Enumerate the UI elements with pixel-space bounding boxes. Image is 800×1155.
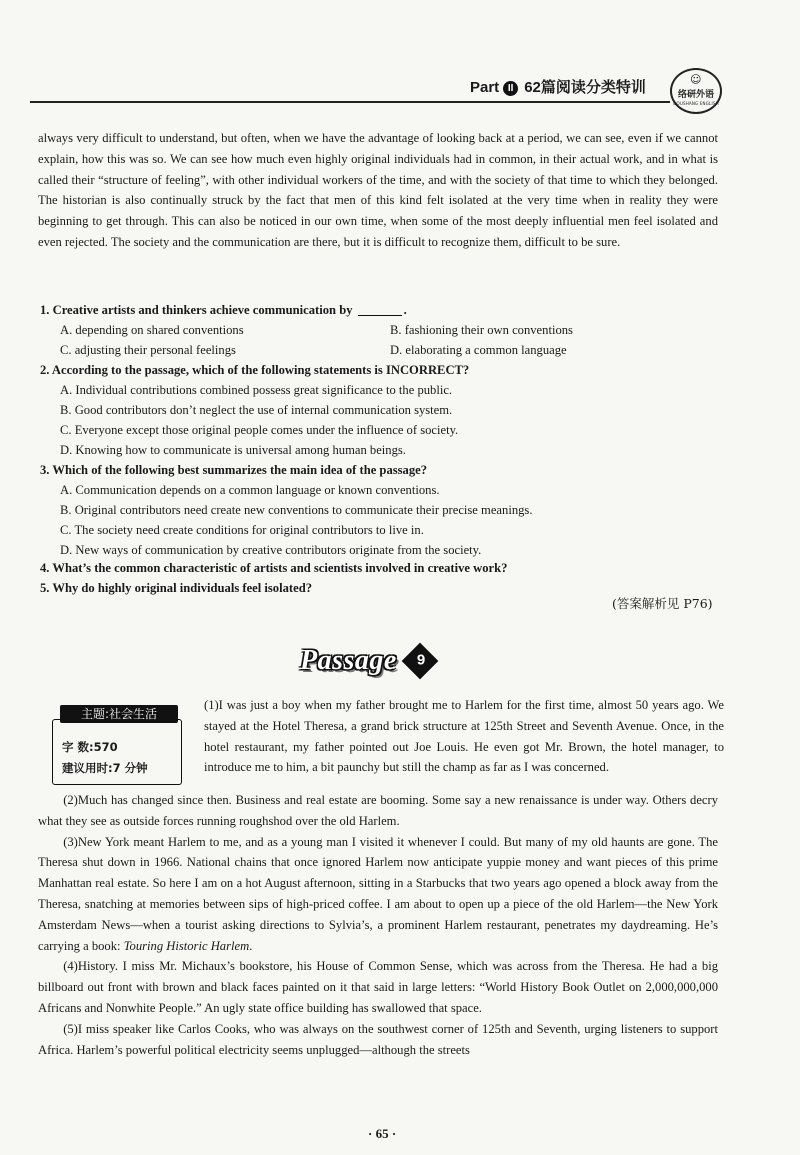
question-stem: 3. Which of the following best summarizes the main idea of the passage? <box>40 463 428 477</box>
page-header <box>0 62 800 112</box>
answer-reference: (答案解析见 P76) <box>612 596 713 611</box>
question-3 <box>40 460 720 560</box>
question-stem: 5. Why do highly original individuals feel isolated? <box>40 581 312 595</box>
passage9-paragraph-1: (1)I was just a boy when my father brought me to Harlem for the first time, almost 50 years ago. We stayed at the Hotel Theresa, a grand brick structure at 125th Street and Seventh Avenue. Once, in the hotel restaurant, my father pointed out Joe Louis. He even got Mr. Brown, the hotel manager, to introduce me to him, a bit paunchy but still the champ as far as I was concerned. <box>204 698 724 775</box>
topic-box <box>48 705 188 787</box>
option: C. The society need create conditions for original contributors to live in. <box>60 523 424 537</box>
option: D. Knowing how to communicate is universal among human beings. <box>60 443 406 457</box>
topic-label: 主题:社会生活 <box>60 705 178 723</box>
option: B. Original contributors need create new conventions to communicate their precise meanings. <box>60 503 533 517</box>
option: D. New ways of communication by creative contributors originate from the society. <box>60 543 482 557</box>
option: B. Good contributors don’t neglect the use of internal communication system. <box>60 403 453 417</box>
option: A. depending on shared conventions <box>60 323 244 337</box>
logo-face-icon: ☺ <box>690 73 702 86</box>
question-4-5 <box>40 558 720 598</box>
option: C. Everyone except those original people comes under the influence of society. <box>60 423 459 437</box>
option: C. adjusting their personal feelings <box>60 343 236 357</box>
passage-heading: Passage 9 <box>300 641 433 681</box>
option: B. fashioning their own conventions <box>390 323 573 337</box>
suggested-time: 建议用时:7 分钟 <box>62 761 148 775</box>
question-stem: 4. What’s the common characteristic of artists and scientists involved in creative work? <box>40 561 508 575</box>
header-rule <box>30 101 670 103</box>
question-stem: 2. According to the passage, which of the following statements is INCORRECT? <box>40 363 470 377</box>
passage9-paragraph-3: (3)New York meant Harlem to me, and as a young man I visited it whenever I could. But many of my old haunts are gone. The Theresa shut down in 1966. National chains that once ignored Harlem now anticipate yuppie money and want pieces of this prime Manhattan real estate. So here I am on a hot August afternoon, sitting in a Starbucks that two years ago opened a block away from the Theresa, snatching at memories between sips of high-priced coffee. I am about to open up a piece of the old Harlem—the New York Amsterdam News—when a tourist asking directions to Sylvia’s, a prominent Harlem restaurant, penetrates my daydreaming. He’s carrying a book: Touring Historic Harlem. <box>38 834 718 953</box>
passage8-tail-paragraph: always very difficult to understand, but often, when we have the advantage of looking back at a period, we can see, even if we cannot explain, how this was so. We can see how much even highly original individuals had in common, in their actual work, and in what is called their “structure of feeling”, with other individual workers of the time, and with the society of that time to which they belonged. The historian is also continually struck by the fact that men of this kind felt isolated at the very time when in reality they were beginning to get through. This can also be noticed in our own time, when some of the most deeply influential men feel isolated and even rejected. The society and the communication are there, but it is difficult to recognize them, difficult to be sure. <box>38 131 718 249</box>
passage9-paragraph-5: (5)I miss speaker like Carlos Cooks, who was always on the southwest corner of 125th and Seventh, urging listeners to support Africa. Harlem’s powerful political electricity seems unplugged—although the streets <box>38 1021 718 1057</box>
book-title: Touring Historic Harlem <box>123 938 250 953</box>
option: D. elaborating a common language <box>390 343 567 357</box>
passage9-body <box>38 790 718 1060</box>
section-title: 62篇阅读分类特训 <box>524 79 646 96</box>
option: A. Communication depends on a common language or known conventions. <box>60 483 440 497</box>
publisher-logo: ☺ 络研外语 DOUSHANG ENGLISH <box>670 68 722 114</box>
page-number: · 65 · <box>368 1126 397 1141</box>
question-1 <box>40 300 720 360</box>
question-stem: 1. Creative artists and thinkers achieve communication by . <box>40 303 407 317</box>
passage9-paragraph-4: (4)History. I miss Mr. Michaux’s bookstore, his House of Common Sense, which was across from the Theresa. He had a big billboard out front with brown and black faces painted on it that said in large letters: “World History Book Outlet on 2,000,000,000 Africans and Nonwhite People.” An ugly state office building has swallowed that space. <box>38 959 718 1015</box>
passage-number-badge: 9 <box>401 643 438 680</box>
word-count: 字 数:570 <box>62 740 118 754</box>
passage9-paragraph-2: (2)Much has changed since then. Business and real estate are booming. Some say a new renaissance is under way. Others decry what they see as outside forces running roughshod over the old Harlem. <box>38 793 718 828</box>
question-2 <box>40 360 720 460</box>
part-number-badge: II <box>503 81 518 96</box>
option: A. Individual contributions combined possess great significance to the public. <box>60 383 453 397</box>
part-label: Part II 62篇阅读分类特训 <box>470 79 646 96</box>
answer-blank <box>358 315 402 316</box>
